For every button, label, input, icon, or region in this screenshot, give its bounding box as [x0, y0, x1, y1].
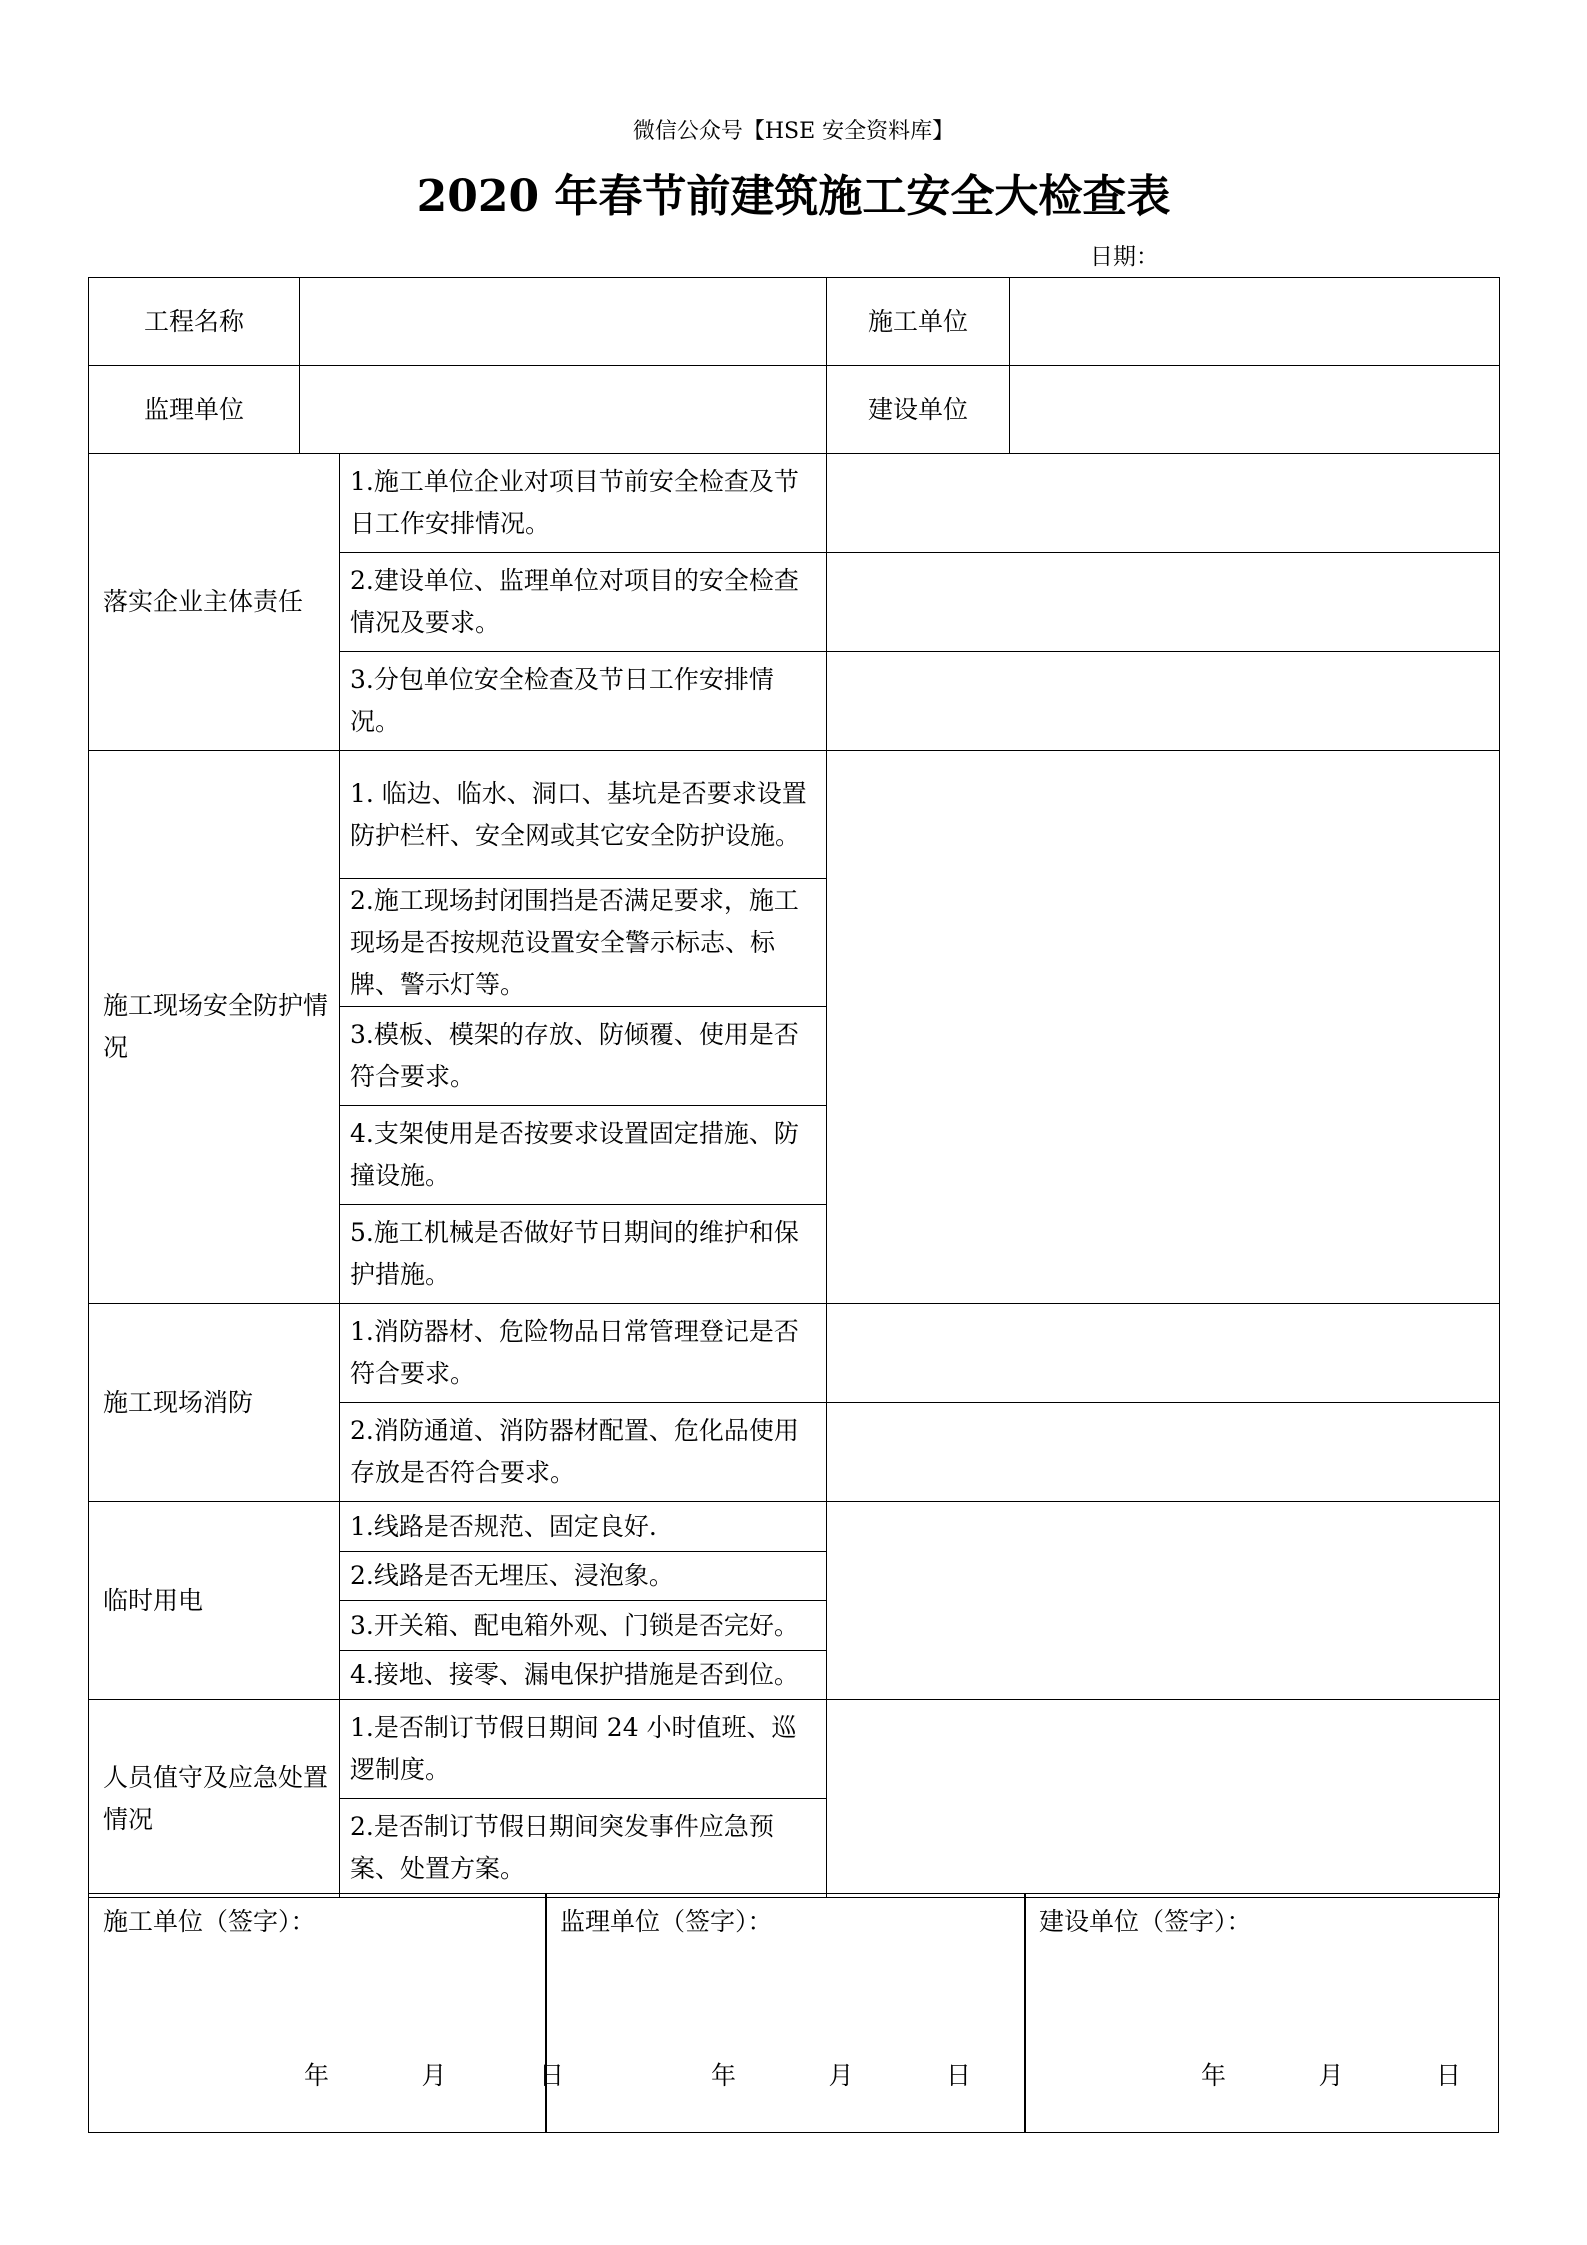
- signature-label: 监理单位（签字）：: [560, 1907, 773, 1936]
- check-row: [89, 1700, 1500, 1799]
- check-item: 2.消防通道、消防器材配置、危化品使用存放是否符合要求。: [340, 1403, 827, 1502]
- supervision-signature-box[interactable]: [545, 1893, 1026, 2133]
- month-label: 月: [828, 2061, 854, 2090]
- category-cell: 施工现场安全防护情况: [89, 751, 340, 1304]
- check-row: [89, 1502, 1500, 1552]
- result-field[interactable]: [827, 1403, 1500, 1502]
- inspection-table: [88, 277, 1500, 1898]
- result-field[interactable]: [827, 1700, 1500, 1898]
- year-label: 年: [304, 2061, 330, 2090]
- check-item: 1.线路是否规范、固定良好.: [340, 1502, 827, 1552]
- result-field[interactable]: [827, 553, 1500, 652]
- check-item: 2.是否制订节假日期间突发事件应急预案、处置方案。: [340, 1799, 827, 1898]
- category-cell: 落实企业主体责任: [89, 454, 340, 751]
- check-item: 3.分包单位安全检查及节日工作安排情况。: [340, 652, 827, 751]
- result-field[interactable]: [827, 454, 1500, 553]
- header-note: 微信公众号【HSE 安全资料库】: [632, 119, 955, 144]
- category-cell: 人员值守及应急处置情况: [89, 1700, 340, 1898]
- construction-unit-field[interactable]: [1010, 278, 1500, 366]
- check-row: [89, 1304, 1500, 1403]
- result-field[interactable]: [827, 751, 1500, 1304]
- check-item: 2.建设单位、监理单位对项目的安全检查情况及要求。: [340, 553, 827, 652]
- year-label: 年: [1201, 2061, 1227, 2090]
- signature-date: [711, 2056, 971, 2092]
- check-item: 2.线路是否无埋压、浸泡象。: [340, 1552, 827, 1601]
- check-item: 1. 临边、临水、洞口、基坑是否要求设置防护栏杆、安全网或其它安全防护设施。: [340, 751, 827, 879]
- signature-date: [304, 2056, 564, 2092]
- year-label: 年: [711, 2061, 737, 2090]
- construction-signature-box[interactable]: [88, 1893, 564, 2133]
- category-cell: 临时用电: [89, 1502, 340, 1700]
- check-item: 4.支架使用是否按要求设置固定措施、防撞设施。: [340, 1106, 827, 1205]
- page-title: 2020 年春节前建筑施工安全大检查表: [416, 171, 1171, 222]
- month-label: 月: [421, 2061, 447, 2090]
- check-item: 1.施工单位企业对项目节前安全检查及节日工作安排情况。: [340, 454, 827, 553]
- signature-label: 建设单位（签字）：: [1039, 1907, 1252, 1936]
- category-cell: 施工现场消防: [89, 1304, 340, 1502]
- supervision-unit-field[interactable]: [300, 366, 827, 454]
- check-item: 3.开关箱、配电箱外观、门锁是否完好。: [340, 1601, 827, 1651]
- date-label: 日期：: [1090, 244, 1159, 270]
- day-label: 日: [945, 2061, 971, 2090]
- owner-unit-field[interactable]: [1010, 366, 1500, 454]
- result-field[interactable]: [827, 652, 1500, 751]
- signature-date: [1201, 2056, 1461, 2092]
- month-label: 月: [1318, 2061, 1344, 2090]
- check-item: 2.施工现场封闭围挡是否满足要求，施工现场是否按规范设置安全警示标志、标牌、警示灯等。: [340, 879, 827, 1007]
- result-field[interactable]: [827, 1502, 1500, 1700]
- owner-signature-box[interactable]: [1024, 1893, 1499, 2133]
- construction-unit-label: 施工单位: [827, 278, 1010, 366]
- check-item: 1.消防器材、危险物品日常管理登记是否符合要求。: [340, 1304, 827, 1403]
- check-item: 1.是否制订节假日期间 24 小时值班、巡逻制度。: [340, 1700, 827, 1799]
- project-name-field[interactable]: [300, 278, 827, 366]
- check-row: [89, 454, 1500, 553]
- info-row: [89, 366, 1500, 454]
- project-name-label: 工程名称: [89, 278, 300, 366]
- signature-label: 施工单位（签字）：: [103, 1907, 316, 1936]
- check-item: 5.施工机械是否做好节日期间的维护和保护措施。: [340, 1205, 827, 1304]
- info-row: [89, 278, 1500, 366]
- day-label: 日: [1435, 2061, 1461, 2090]
- check-item: 3.模板、模架的存放、防倾覆、使用是否符合要求。: [340, 1007, 827, 1106]
- result-field[interactable]: [827, 1304, 1500, 1403]
- check-row: [89, 751, 1500, 879]
- supervision-unit-label: 监理单位: [89, 366, 300, 454]
- owner-unit-label: 建设单位: [827, 366, 1010, 454]
- check-item: 4.接地、接零、漏电保护措施是否到位。: [340, 1651, 827, 1700]
- day-label: 日: [538, 2061, 564, 2090]
